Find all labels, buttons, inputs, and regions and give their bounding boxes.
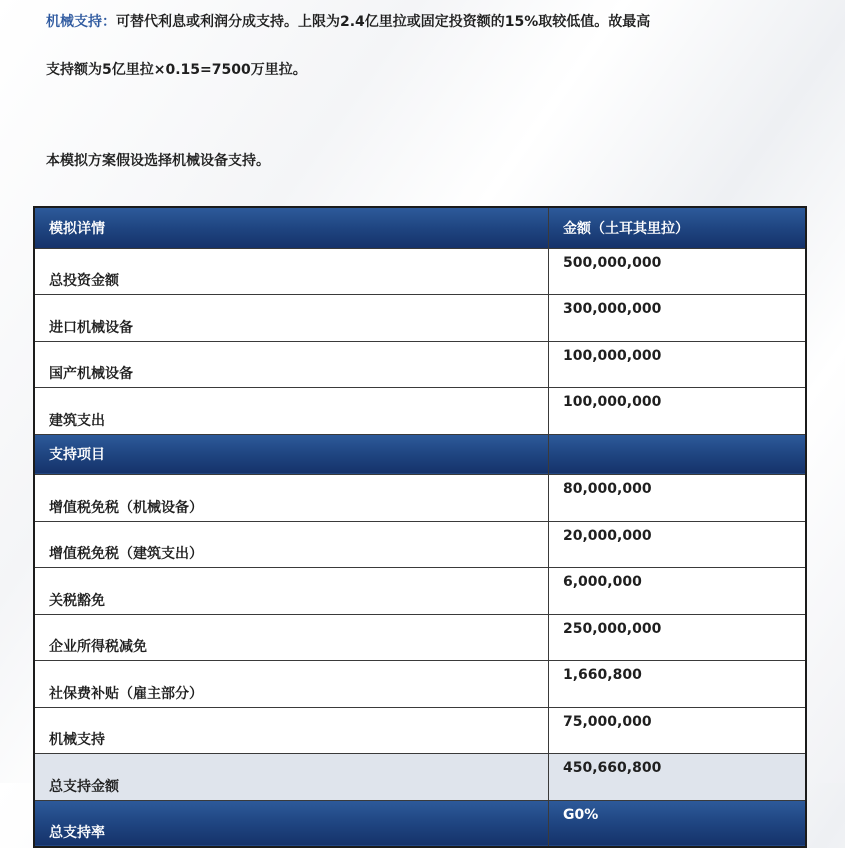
row-value: 80,000,000 <box>549 475 807 522</box>
row-label: 企业所得税减免 <box>34 614 549 661</box>
row-label: 增值税免税（建筑支出） <box>34 521 549 568</box>
row-label: 进口机械设备 <box>34 295 549 342</box>
table-row <box>34 341 806 388</box>
total-support-label: 总支持金额 <box>34 754 549 801</box>
table-row <box>34 707 806 754</box>
table-row <box>34 521 806 568</box>
table-row <box>34 614 806 661</box>
intro-label: 机械支持： <box>46 14 116 30</box>
row-value: 75,000,000 <box>549 707 807 754</box>
support-rate-row <box>34 800 806 847</box>
row-value: 500,000,000 <box>549 248 807 295</box>
support-header-row <box>34 434 806 475</box>
table-row <box>34 475 806 522</box>
row-label: 建筑支出 <box>34 388 549 435</box>
header-col-amount: 金额（土耳其里拉） <box>549 207 807 248</box>
row-value: 100,000,000 <box>549 388 807 435</box>
intro-paragraph-line1 <box>46 12 815 32</box>
row-value: 20,000,000 <box>549 521 807 568</box>
row-label: 增值税免税（机械设备） <box>34 475 549 522</box>
table-row <box>34 661 806 708</box>
row-label: 国产机械设备 <box>34 341 549 388</box>
row-label: 关税豁免 <box>34 568 549 615</box>
row-value: 6,000,000 <box>549 568 807 615</box>
row-label: 机械支持 <box>34 707 549 754</box>
table-row <box>34 568 806 615</box>
intro-text-line2: 支持额为5亿里拉×0.15=7500万里拉。 <box>46 62 307 78</box>
support-header-label: 支持项目 <box>34 434 549 475</box>
table-row <box>34 248 806 295</box>
intro-text-line1: 可替代利息或利润分成支持。上限为2.4亿里拉或固定投资额的15%取较低值。故最高 <box>116 14 651 30</box>
row-value: 100,000,000 <box>549 341 807 388</box>
assumption-note: 本模拟方案假设选择机械设备支持。 <box>46 153 270 169</box>
row-label: 总投资金额 <box>34 248 549 295</box>
total-support-row <box>34 754 806 801</box>
simulation-table <box>33 206 807 848</box>
support-header-empty <box>549 434 807 475</box>
row-value: 250,000,000 <box>549 614 807 661</box>
row-label: 社保费补贴（雇主部分） <box>34 661 549 708</box>
support-rate-label: 总支持率 <box>34 800 549 847</box>
table-row <box>34 388 806 435</box>
table-header-row <box>34 207 806 248</box>
support-rate-value: G0% <box>549 800 807 847</box>
row-value: 300,000,000 <box>549 295 807 342</box>
total-support-value: 450,660,800 <box>549 754 807 801</box>
row-value: 1,660,800 <box>549 661 807 708</box>
header-col-details: 模拟详情 <box>34 207 549 248</box>
table-row <box>34 295 806 342</box>
